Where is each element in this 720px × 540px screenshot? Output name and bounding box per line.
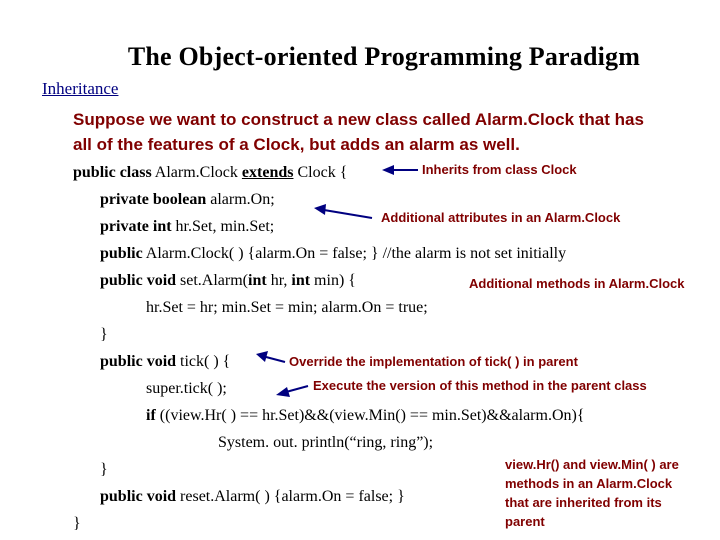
- annotation-super: Execute the version of this method in the parent class: [313, 378, 647, 393]
- code-line-set-alarm-body: hr.Set = hr; min.Set = min; alarm.On = true;: [146, 299, 428, 316]
- keyword-extends: extends: [241, 164, 294, 181]
- annotation-attributes: Additional attributes in an Alarm.Clock: [381, 210, 621, 225]
- code-line-close-brace: }: [100, 326, 108, 343]
- code-line-reset-alarm: public void reset.Alarm( ) {alarm.On = false; }: [100, 488, 405, 505]
- keyword: public: [100, 245, 143, 262]
- intro-line-1: Suppose we want to construct a new class called Alarm.Clock that has: [73, 110, 644, 129]
- annotation-override: Override the implementation of tick( ) in parent: [289, 354, 578, 369]
- annotation-methods: Additional methods in Alarm.Clock: [469, 276, 685, 291]
- arrow-attributes-head: [314, 204, 326, 215]
- arrow-super-head: [276, 387, 290, 397]
- code-line-set-alarm: public void set.Alarm(int hr, int min) {: [100, 272, 356, 289]
- code-line-println: System. out. println(“ring, ring”);: [218, 434, 434, 451]
- keyword: public void: [100, 272, 177, 289]
- section-heading: Inheritance: [42, 79, 119, 98]
- keyword: if: [146, 407, 156, 424]
- annotation-inherits: Inherits from class Clock: [422, 162, 577, 177]
- code-line-tick: public void tick( ) {: [100, 353, 231, 370]
- arrow-super-line: [286, 386, 308, 392]
- keyword: public void: [100, 353, 177, 370]
- arrow-inherits-head: [382, 165, 394, 175]
- code-line-alarm-field: private boolean alarm.On;: [100, 191, 275, 208]
- keyword: private boolean: [100, 191, 207, 208]
- arrow-attributes-line: [324, 210, 372, 218]
- code-line-class-declaration: public class Alarm.Clock extends Clock {: [73, 164, 348, 181]
- code-line-close-brace: }: [100, 461, 108, 478]
- arrow-override-line: [266, 357, 285, 362]
- annotation-view-methods: view.Hr() and view.Min( ) are methods in an Alarm.Clock that are inherited from its parent: [505, 457, 679, 529]
- code-line-set-fields: private int hr.Set, min.Set;: [100, 218, 275, 235]
- code-line-super-tick: super.tick( );: [146, 380, 227, 397]
- keyword: public class: [73, 164, 152, 181]
- slide-title: The Object-oriented Programming Paradigm: [127, 42, 641, 71]
- keyword: private int: [100, 218, 172, 235]
- intro-line-2: all of the features of a Clock, but adds an alarm as well.: [73, 135, 520, 154]
- code-line-constructor: public Alarm.Clock( ) {alarm.On = false; } //the alarm is not set initially: [100, 245, 567, 262]
- code-line-class-close: }: [73, 515, 81, 532]
- code-line-if: if ((view.Hr( ) == hr.Set)&&(view.Min() == min.Set)&&alarm.On){: [146, 407, 585, 424]
- keyword: public void: [100, 488, 177, 505]
- arrow-override-head: [256, 351, 268, 362]
